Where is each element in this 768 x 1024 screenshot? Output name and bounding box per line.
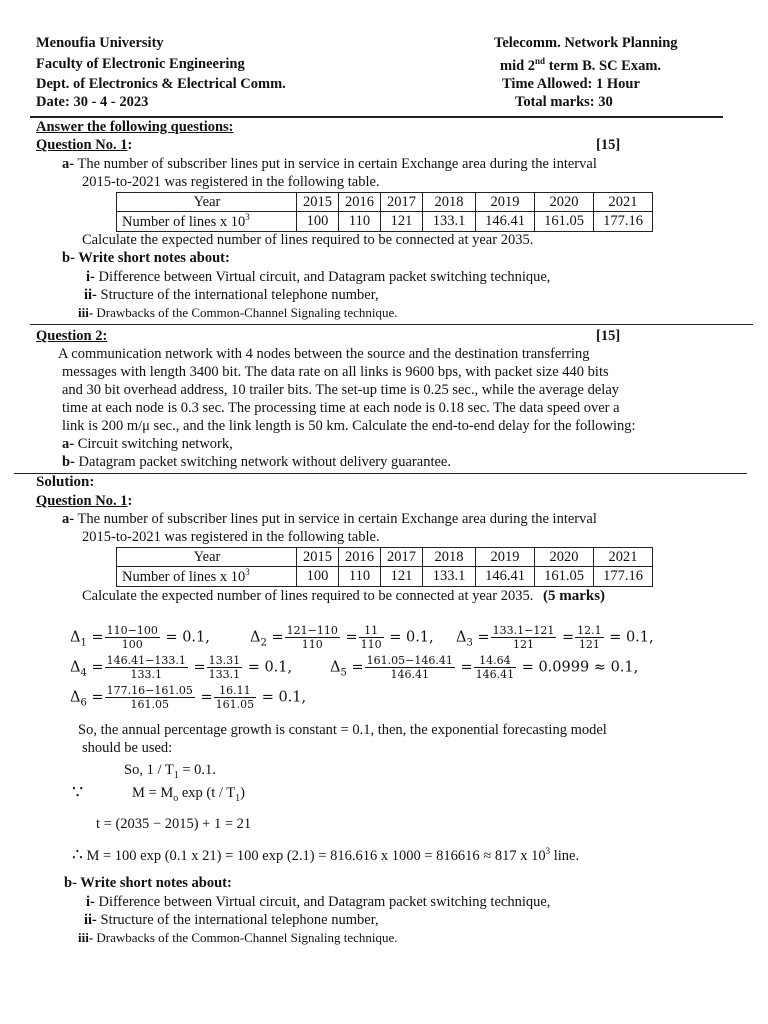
solution-note-1: i- Difference between Virtual circuit, and Datagram packet switching technique, [86, 894, 551, 910]
solution-b-title: b- Write short notes about: [64, 875, 232, 891]
table-cell: 100 [297, 212, 339, 232]
table-cell: 133.1 [423, 212, 476, 232]
q1-b-title: b- Write short notes about: [62, 250, 230, 266]
table-cell: 146.41 [476, 567, 535, 587]
department-name: Dept. of Electronics & Electrical Comm. [36, 76, 286, 92]
time-allowed: Time Allowed: 1 Hour [502, 76, 640, 92]
table-cell: 2016 [339, 548, 381, 567]
table-cell: 2016 [339, 193, 381, 212]
conclusion-line-2: should be used: [82, 740, 173, 756]
delta-6: $\Delta_6$ = $\frac{177.16-161.05}{161.05}$ = $\frac{16.11}{161.05}$ = 0.1, [70, 684, 307, 711]
table-cell: 2017 [381, 548, 423, 567]
q1-divider [30, 324, 753, 325]
q1-lines-table [116, 192, 653, 232]
table-cell: 133.1 [423, 567, 476, 587]
solution-note-2: ii- Structure of the international telephone number, [84, 912, 379, 928]
solution-note-3: iii- Drawbacks of the Common-Channel Signaling technique. [78, 930, 398, 945]
delta-4: $\Delta_4$ = $\frac{146.41-133.1}{133.1}$ = $\frac{13.31}{133.1}$ = 0.1, [70, 654, 293, 681]
result-eq: ∴ M = 100 exp (0.1 x 21) = 100 exp (2.1) = 816.616 x 1000 = 816616 ≈ 817 x $10^3$ line. [72, 845, 580, 865]
table-cell: 100 [297, 567, 339, 587]
table-cell: 2021 [594, 193, 653, 212]
q1-marks: [15] [596, 137, 621, 153]
table-cell: 2020 [535, 193, 594, 212]
q1-a-text: a- The number of subscriber lines put in service in certain Exchange area during the interval [62, 156, 597, 172]
q2-b: b- Datagram packet switching network without delivery guarantee. [62, 454, 451, 470]
solution-a-text: a- The number of subscriber lines put in service in certain Exchange area during the interval [62, 511, 597, 527]
table-row [117, 548, 653, 567]
solution-q1-title: Question No. 1: [36, 493, 133, 509]
delta-3: $\Delta_3$ = $\frac{133.1-121}{121}$ = $\frac{12.1}{121}$ = 0.1, [456, 624, 654, 651]
table-cell: 2017 [381, 193, 423, 212]
table-cell: 110 [339, 212, 381, 232]
table-cell: 2018 [423, 193, 476, 212]
table-cell: Number of lines x $10^3$ [117, 212, 297, 232]
q2-line-4: time at each node is 0.3 sec. The processing time at each node is 0.18 sec. The data speed over a [62, 400, 620, 416]
q2-line-2: messages with length 3400 bit. The data rate on all links is 9600 bps, with packet size 440 bits [62, 364, 609, 380]
q1-note-1: i- Difference between Virtual circuit, and Datagram packet switching technique, [86, 269, 551, 285]
q1-a-text-2: 2015-to-2021 was registered in the following table. [82, 174, 380, 190]
table-cell: 2018 [423, 548, 476, 567]
table-cell: 161.05 [535, 212, 594, 232]
therefore-symbol: ∴ [72, 845, 83, 865]
table-cell: 146.41 [476, 212, 535, 232]
university-name: Menoufia University [36, 35, 164, 51]
q2-line-1: A communication network with 4 nodes between the source and the destination transferring [58, 346, 590, 362]
table-cell: 2021 [594, 548, 653, 567]
table-cell: 2020 [535, 548, 594, 567]
solution-calc: Calculate the expected number of lines required to be connected at year 2035. (5 marks) [82, 588, 606, 604]
t-eq: t = (2035 − 2015) + 1 = 21 [96, 816, 252, 832]
table-cell: 2015 [297, 548, 339, 567]
table-row [117, 567, 653, 587]
solution-lines-table [116, 547, 653, 587]
faculty-name: Faculty of Electronic Engineering [36, 56, 245, 72]
table-row [117, 212, 653, 232]
header-divider [30, 116, 723, 118]
table-cell: 121 [381, 212, 423, 232]
because-symbol: ∵ [72, 782, 84, 803]
table-cell: 2019 [476, 548, 535, 567]
table-cell: 110 [339, 567, 381, 587]
q1-note-3: iii- Drawbacks of the Common-Channel Signaling technique. [78, 305, 398, 320]
table-cell: 121 [381, 567, 423, 587]
course-name: Telecomm. Network Planning [494, 35, 678, 51]
total-marks: Total marks: 30 [515, 94, 613, 110]
solution-title: Solution: [36, 474, 95, 490]
q2-divider [14, 473, 747, 474]
solution-a-text-2: 2015-to-2021 was registered in the following table. [82, 529, 380, 545]
exam-date: Date: 30 - 4 - 2023 [36, 94, 149, 110]
table-cell: 2019 [476, 193, 535, 212]
q2-a: a- Circuit switching network, [62, 436, 233, 452]
delta-5: $\Delta_5$ = $\frac{161.05-146.41}{146.41}$ = $\frac{14.64}{146.41}$ = 0.0999 ≈ 0.1, [330, 654, 639, 681]
q2-line-3: and 30 bit overhead address, 10 trailer bits. The set-up time is 0.25 sec., while the average delay [62, 382, 620, 398]
delta-2: $\Delta_2$ = $\frac{121-110}{110}$ = $\frac{11}{110}$ = 0.1, [250, 624, 434, 651]
q2-line-5: link is 200 m/μ sec., and the link length is 50 km. Calculate the end-to-end delay for the following: [62, 418, 636, 434]
table-row [117, 193, 653, 212]
model-eq: $M = M_o$ $\exp (t / T_1)$ [132, 785, 245, 804]
q2-title: Question 2: [36, 328, 108, 344]
q2-marks: [15] [596, 328, 621, 344]
growth-rate-eq: So, $1 / T_1 = 0.1$. [124, 762, 216, 781]
table-cell: 177.16 [594, 212, 653, 232]
delta-1: $\Delta_1$ = $\frac{110-100}{100}$ = 0.1, [70, 624, 210, 651]
q1-note-2: ii- Structure of the international telephone number, [84, 287, 379, 303]
table-cell: 161.05 [535, 567, 594, 587]
conclusion-line-1: So, the annual percentage growth is constant = 0.1, then, the exponential forecasting model [78, 722, 607, 738]
q1-title: Question No. 1: [36, 137, 133, 153]
table-cell: Number of lines x $10^3$ [117, 567, 297, 587]
instruction: Answer the following questions: [36, 119, 234, 135]
q1-calc: Calculate the expected number of lines required to be connected at year 2035. [82, 232, 534, 248]
exam-term: mid 2nd term B. SC Exam. [500, 56, 662, 74]
table-cell: Year [117, 548, 297, 567]
table-cell: 177.16 [594, 567, 653, 587]
table-cell: Year [117, 193, 297, 212]
table-cell: 2015 [297, 193, 339, 212]
